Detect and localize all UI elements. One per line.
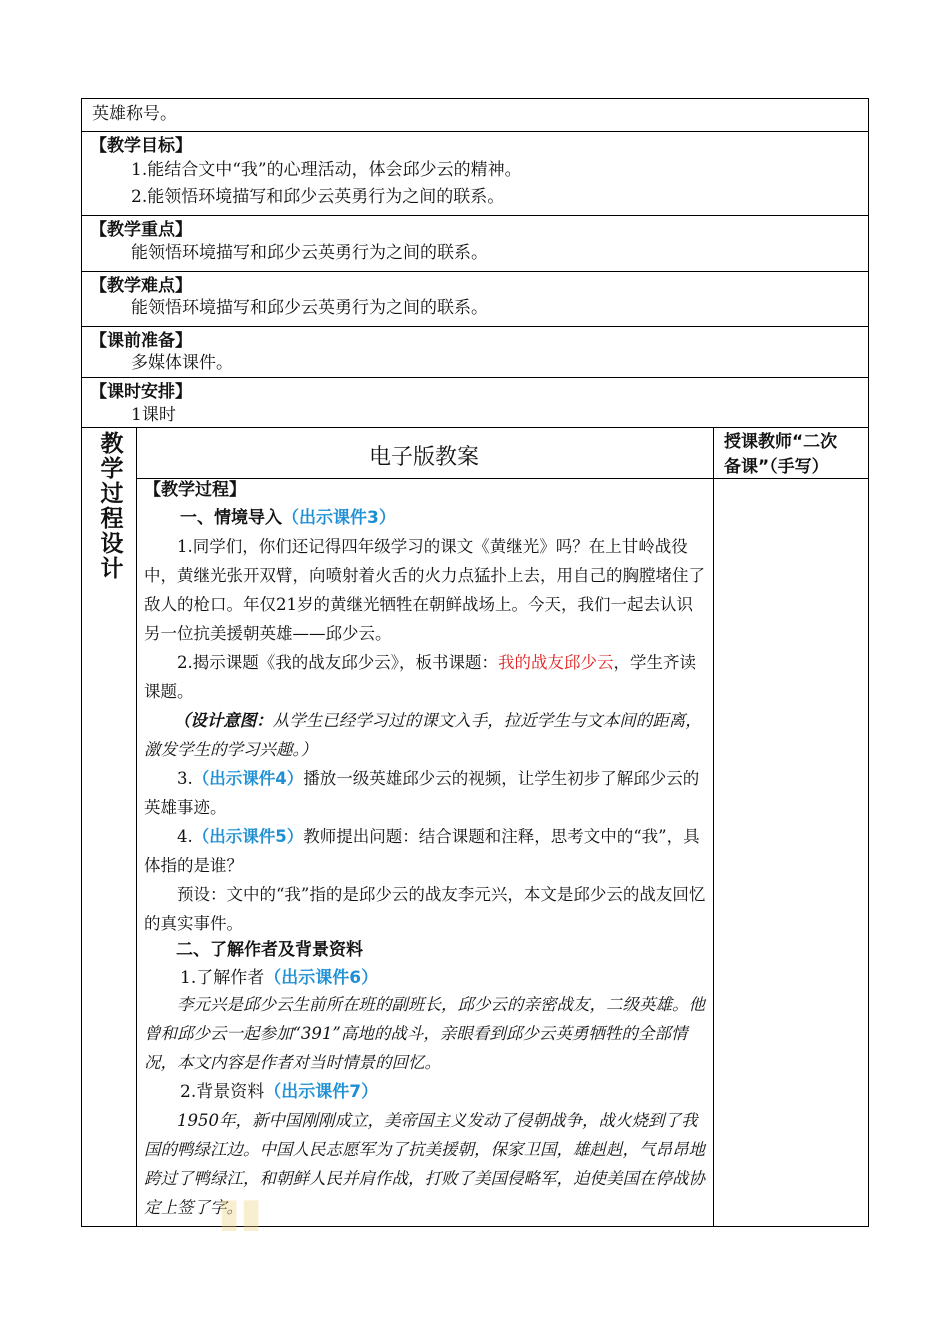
table-border	[81, 1226, 869, 1227]
paragraph: 1.同学们，你们还记得四年级学习的课文《黄继光》吗？在上甘岭战役中，黄继光张开双臂，向喷射着火舌的火力点猛扑上去，用自己的胸膛堵住了敌人的枪口。年仅21岁的黄继光牺牲在朝鲜战场上。今天，我们一起去认识另一位抗美援朝英雄——邱少云。	[144, 537, 705, 643]
side-label-char: 学	[100, 456, 124, 482]
paragraph	[144, 764, 706, 822]
paragraph: 预设：文中的“我”指的是邱少云的战友李元兴，本文是邱少云的战友回忆的真实事件。	[144, 885, 706, 933]
side-label-char: 程	[100, 506, 124, 532]
paragraph	[144, 648, 706, 706]
slide-ref: （出示课件4）	[192, 769, 304, 788]
schedule-heading: 【课时安排】	[90, 382, 192, 402]
goal-item: 2.能领悟环境描写和邱少云英勇行为之间的联系。	[131, 187, 505, 207]
focus-text: 能领悟环境描写和邱少云英勇行为之间的联系。	[131, 243, 488, 263]
side-label-char: 计	[100, 556, 124, 582]
right-header-line1: 授课教师“二次	[724, 432, 838, 452]
paragraph-text: ，学生齐读课题。	[144, 653, 696, 701]
top-row-text: 英雄称号。	[92, 104, 177, 124]
row-divider	[81, 131, 869, 132]
table-border	[868, 98, 869, 1227]
center-header: 电子版教案	[369, 445, 480, 470]
side-label-char: 过	[100, 481, 124, 507]
watermark-mark: ▮▮	[218, 1190, 263, 1236]
paragraph	[180, 1082, 378, 1102]
focus-heading: 【教学重点】	[90, 220, 192, 240]
paragraph-text: 3.	[177, 769, 193, 788]
slide-ref: （出示课件5）	[192, 827, 304, 846]
side-label-char: 教	[100, 431, 124, 457]
paragraph-text: 教师提出问题：结合课题和注释，思考文中的“我”，具体指的是谁？	[144, 827, 700, 875]
slide-ref: （出示课件7）	[264, 1082, 379, 1102]
schedule-text: 1课时	[131, 405, 176, 425]
row-divider	[81, 215, 869, 216]
table-border	[81, 98, 82, 1227]
paragraph-text: 4.	[177, 827, 193, 846]
process-heading: 【教学过程】	[144, 480, 246, 500]
goals-heading: 【教学目标】	[90, 136, 192, 156]
row-divider	[81, 326, 869, 327]
paragraph-text: 2.揭示课题《我的战友邱少云》，板书课题：	[177, 653, 498, 672]
prep-text: 多媒体课件。	[131, 353, 233, 373]
goal-item: 1.能结合文中“我”的心理活动，体会邱少云的精神。	[131, 160, 522, 180]
paragraph-text: 1.了解作者	[180, 968, 265, 988]
design-intent	[144, 706, 706, 764]
side-label-char: 设	[100, 531, 124, 557]
difficulty-heading: 【教学难点】	[90, 276, 192, 296]
paragraph	[144, 822, 706, 880]
design-intent-text: 从学生已经学习过的课文入手，拉近学生与文本间的距离，激发学生的学习兴趣。）	[144, 711, 702, 759]
row-divider	[81, 271, 869, 272]
board-title: 我的战友邱少云	[498, 653, 614, 672]
section1-title-line	[180, 508, 396, 528]
design-intent-label: （设计意图：	[173, 711, 273, 730]
slide-ref: （出示课件6）	[264, 968, 379, 988]
paragraph	[180, 968, 378, 988]
column-divider	[713, 427, 714, 1227]
table-border	[81, 98, 869, 99]
paragraph: 1950年，新中国刚刚成立，美帝国主义发动了侵朝战争，战火烧到了我国的鸭绿江边。中国人民志愿军为了抗美援朝，保家卫国，雄赳赳，气昂昂地跨过了鸭绿江，和朝鲜人民并肩作战，打败了美国侵略军，迫使美国在停战协定上签了字。	[144, 1111, 705, 1217]
right-header-line2: 备课”（手写）	[724, 457, 829, 477]
section1-title: 一、情境导入	[180, 508, 282, 528]
row-divider	[81, 427, 869, 428]
difficulty-text: 能领悟环境描写和邱少云英勇行为之间的联系。	[131, 298, 488, 318]
slide-ref: （出示课件3）	[282, 508, 396, 528]
paragraph-text: 播放一级英雄邱少云的视频，让学生初步了解邱少云的英雄事迹。	[144, 769, 700, 817]
paragraph-text: 2.背景资料	[180, 1082, 265, 1102]
row-divider	[81, 377, 869, 378]
paragraph: 李元兴是邱少云生前所在班的副班长，邱少云的亲密战友，二级英雄。他曾和邱少云一起参加“391”高地的战斗，亲眼看到邱少云英勇牺牲的全部情况，本文内容是作者对当时情景的回忆。	[144, 995, 705, 1072]
section2-title: 二、了解作者及背景资料	[176, 940, 363, 960]
column-divider	[136, 427, 137, 1227]
prep-heading: 【课前准备】	[90, 331, 192, 351]
